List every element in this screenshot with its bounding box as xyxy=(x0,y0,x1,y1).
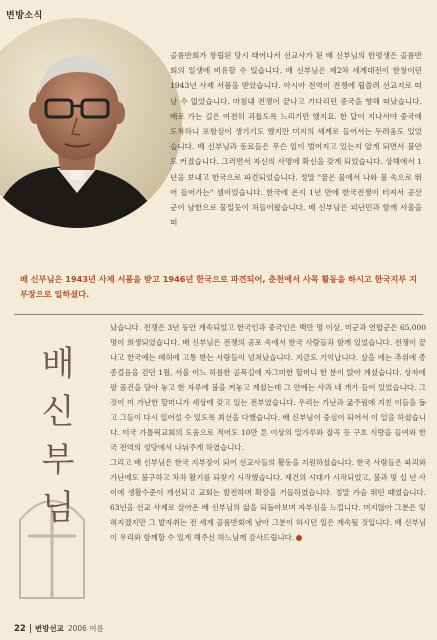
priest-portrait-image xyxy=(0,18,182,228)
title-char: 신 xyxy=(41,392,75,432)
pull-quote: 배 신부님은 1943년 사제 서품을 받고 1946년 한국으로 파견되어, 춘천에서 사목 활동을 하시고 한국지부 지부장으로 일하셨다. xyxy=(20,274,418,299)
body-paragraph-2-text: 그리고 배 신부님은 한국 지부장이 되어 선교사들의 활동을 지원하셨습니다. 한국 사람들은 파괴와 가난에도 불구하고 차차 활기를 되찾기 시작했습니다. 재건의 시대가 시작되었고, 불과 몇 십 년 사이에 생활수준이 개선되고 교회는 발전하며 확장을 거듭하였습니다. 정말 가슴 뛰던 때였습니다. 63년을 선교 사제로 살아온 배 신부님의 삶을 되돌아보며 자부심을 느낍니다. 머지않아 그분은 잊혀지겠지만 그 발자취는 전 세계 골롬반회에 남아 그분이 하시던 일은 계속될 것입니다. 배 신부님이 우리와 함께할 수 있게 해주신 하느님께 감사드립니다. xyxy=(110,458,426,542)
priest-portrait xyxy=(0,18,182,228)
page-footer xyxy=(14,623,104,634)
title-char: 부 xyxy=(41,440,75,480)
article-body xyxy=(110,320,426,545)
title-char: 님 xyxy=(41,488,75,528)
page-number: 22 xyxy=(14,623,26,634)
magazine-name: 변방선교 xyxy=(34,624,64,633)
church-window-illustration xyxy=(12,480,92,600)
body-paragraph-1: 났습니다. 전쟁은 3년 동안 계속되었고 한국인과 중국인은 백만 명 이상, 미군과 연합군은 65,000명이 희생되었습니다. 배 신부님은 전쟁의 공포 속에서 한국 사람들과 함께 있었습니다. 전쟁이 끝나고 한국에는 폐허에 고통 받는 사람들이 넘쳐났습니다. 지금도 기억납니다. 살을 에는 추위에 종종걸음을 걷던 1월, 서울 어느 허름한 골목길에 자그마한 할머니 한 분이 앉아 계셨습니다. 상자에 팔 물건을 담아 놓고 한 자루에 불을 켜놓고 계셨는데 그 안에는 사과 네 개가 들어 있었습니다. 그것이 이 가난한 할머니가 세상에 갖고 있는 전부였습니다. 우리는 가난과 굶주림에 지친 이들을 돕고 그들이 다시 일어설 수 있도록 최선을 다했습니다. 배 신부님이 중심이 되어서 이 일을 하셨습니다. 미국 가톨릭교회의 도움으로 적어도 10만 톤 이상의 밀가루와 잡곡 등 구호 식량을 들여와 한국 전역의 성당에서 나눠주게 하였습니다. xyxy=(110,323,426,452)
section-divider xyxy=(14,314,423,315)
end-mark-icon xyxy=(296,535,302,541)
section-tag: 변방소식 xyxy=(6,11,43,21)
issue-label: 2006 여름 xyxy=(67,624,104,633)
title-char: 배 xyxy=(41,344,75,384)
footer-divider xyxy=(30,624,31,633)
body-paragraph-2 xyxy=(110,455,426,545)
intro-paragraph: 골롬반회가 창립된 당시 태어나서 선교사가 된 배 신부님의 한평생은 골롬반회의 일생에 비유할 수 있습니다. 배 신부님은 제2차 세계대전이 한창이던 1943년 사제 서품을 받았습니다. 아시아 전역이 전쟁에 휩쓸려 선교지로 떠날 수 없었습니다. 마침내 전쟁이 끝나고 기다리던 중국을 향해 떠났습니다. 배로 가는 길은 여전히 괴롭도록 느리기만 했지요. 한 달이 지나서야 중국에 도착하니 포함심이 생기기도 했지만 미지의 세계로 들어서는 두려움도 있었습니다. 배 신부님과 동료들은 무슨 일이 벌어지고 있는지 알게 되면서 불안도 커졌습니다. 그러면서 자신의 사명에 확신을 갖게 되었습니다. 상해에서 1년을 보내고 한국으로 파견되었습니다. 정말 "꿈은 물에서 나와 불 속으로 뛰어 들어가는" 셈이었습니다. 한국에 온지 1년 만에 한국전쟁이 터져서 공산군이 남한으로 물밀듯이 쳐들어왔습니다. 배 신부님은 피난민과 함께 서울을 떠 xyxy=(170,51,422,228)
